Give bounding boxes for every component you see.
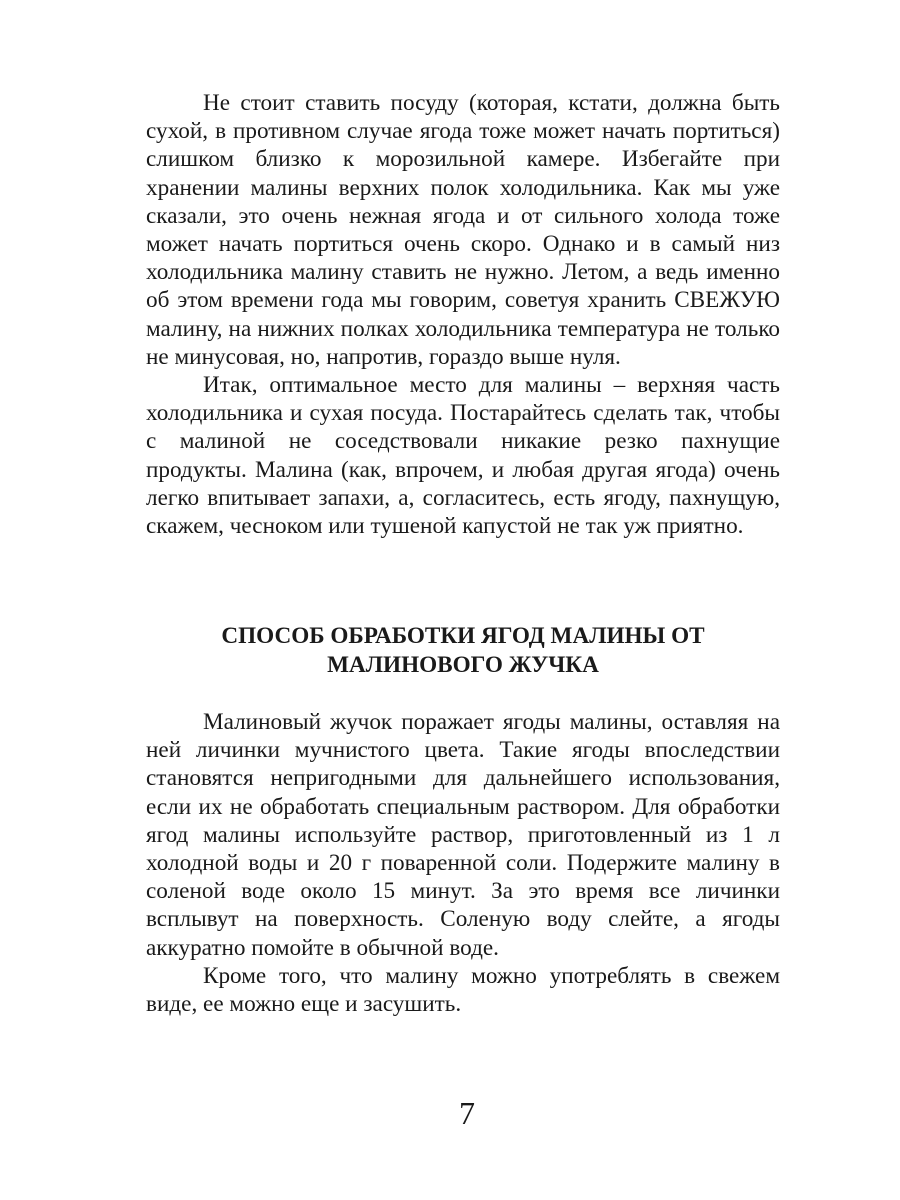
section-heading <box>146 622 780 679</box>
section-heading-line-2: МАЛИНОВОГО ЖУЧКА <box>327 651 599 678</box>
paragraph-storage-shelves: Не стоит ставить посуду (которая, кстати, должна быть сухой, в противном случае ягода тоже может начать портиться) слишком близко к морозильной камере. Избегайте при хранении малины верхних полок холодильника. Как мы уже сказали, это очень нежная ягода и от сильного холода тоже может начать портиться очень скоро. Однако и в самый низ холодильника малину ставить не нужно. Летом, а ведь именно об этом времени года мы говорим, советуя хранить СВЕЖУЮ малину, на нижних полках холодильника температура не только не минусовая, но, напротив, гораздо выше нуля. <box>146 90 780 370</box>
paragraph-drying: Кроме того, что малину можно употреблять в свежем виде, ее можно еще и засушить. <box>146 962 780 1018</box>
body-text-top <box>146 89 780 540</box>
section-heading-line-1: СПОСОБ ОБРАБОТКИ ЯГОД МАЛИНЫ ОТ <box>221 623 705 649</box>
paragraph-raspberry-beetle: Малиновый жучок поражает ягоды малины, оставляя на ней личинки мучнистого цвета. Такие ягоды впоследствии становятся непригодными для дальнейшего использования, если их не обработать специальным раствором. Для обработки ягод малины используйте раствор, приготовленный из 1 л холодной воды и 20 г поваренной соли. Подержите малину в соленой воде около 15 минут. За это время все личинки всплывут на поверхность. Соленую воду слейте, а ягоды аккуратно помойте в обычной воде. <box>146 709 780 961</box>
body-text-bottom <box>146 708 780 1018</box>
page-number: 7 <box>459 1095 475 1131</box>
paragraph-optimal-place: Итак, оптимальное место для малины – верхняя часть холодильника и сухая посуда. Постарайтесь сделать так, чтобы с малиной не соседствовали никакие резко пахнущие продукты. Малина (как, впрочем, и любая другая ягода) очень легко впитывает запахи, а, согласитесь, есть ягоду, пахнущую, скажем, чесноком или тушеной капустой не так уж приятно. <box>146 372 780 540</box>
